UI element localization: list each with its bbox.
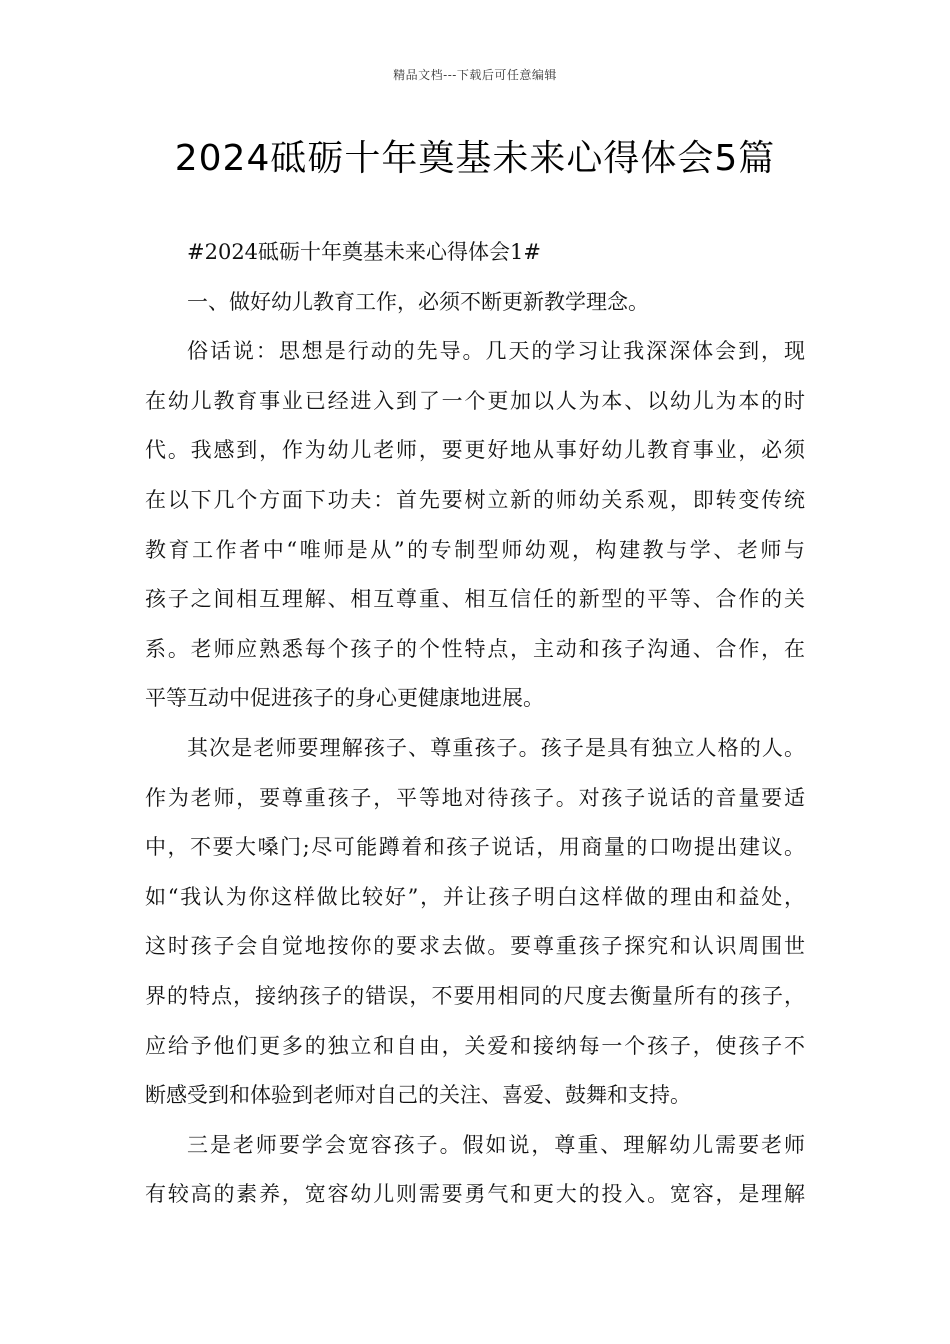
paragraph-line: 系。老师应熟悉每个孩子的个性特点，主动和孩子沟通、合作，在	[145, 636, 805, 661]
paragraph-line: 应给予他们更多的独立和自由，关爱和接纳每一个孩子，使孩子不	[145, 1033, 805, 1058]
paragraph-line: 断感受到和体验到老师对自己的关注、喜爱、鼓舞和支持。	[145, 1083, 691, 1108]
document-body	[145, 228, 805, 1220]
paragraph-line: 代。我感到，作为幼儿老师，要更好地从事好幼儿教育事业，必须	[145, 438, 805, 463]
paragraph-line: 有较高的素养，宽容幼儿则需要勇气和更大的投入。宽容，是理解	[145, 1182, 805, 1207]
paragraph-line: 作为老师，要尊重孩子，平等地对待孩子。对孩子说话的音量要适	[145, 785, 805, 810]
paragraph-heading: 一、做好幼儿教育工作，必须不断更新教学理念。	[187, 289, 649, 314]
paragraph-line: 孩子之间相互理解、相互尊重、相互信任的新型的平等、合作的关	[145, 587, 805, 612]
paragraph-line: 如“我认为你这样做比较好”，并让孩子明白这样做的理由和益处，	[145, 884, 805, 909]
paragraph-line: 三是老师要学会宽容孩子。假如说，尊重、理解幼儿需要老师	[187, 1132, 805, 1157]
paragraph-line: 在幼儿教育事业已经进入到了一个更加以人为本、以幼儿为本的时	[145, 388, 805, 413]
document-title: 2024砥砺十年奠基未来心得体会5篇	[174, 138, 776, 179]
paragraph-line: 中，不要大嗓门;尽可能蹲着和孩子说话，用商量的口吻提出建议。	[145, 835, 805, 860]
paragraph-line: 平等互动中促进孩子的身心更健康地进展。	[145, 686, 544, 711]
paragraph-line: 在以下几个方面下功夫：首先要树立新的师幼关系观，即转变传统	[145, 487, 805, 512]
paragraph-line: 俗话说：思想是行动的先导。几天的学习让我深深体会到，现	[187, 339, 805, 364]
section-heading: #2024砥砺十年奠基未来心得体会1#	[187, 240, 541, 264]
paragraph-line: 其次是老师要理解孩子、尊重孩子。孩子是具有独立人格的人。	[187, 735, 805, 760]
paragraph-line: 这时孩子会自觉地按你的要求去做。要尊重孩子探究和认识周围世	[145, 934, 805, 959]
paragraph-line: 界的特点，接纳孩子的错误，不要用相同的尺度去衡量所有的孩子，	[145, 983, 805, 1008]
header-note: 精品文档---下载后可任意编辑	[393, 68, 557, 82]
paragraph-line: 教育工作者中“唯师是从”的专制型师幼观，构建教与学、老师与	[145, 537, 805, 562]
